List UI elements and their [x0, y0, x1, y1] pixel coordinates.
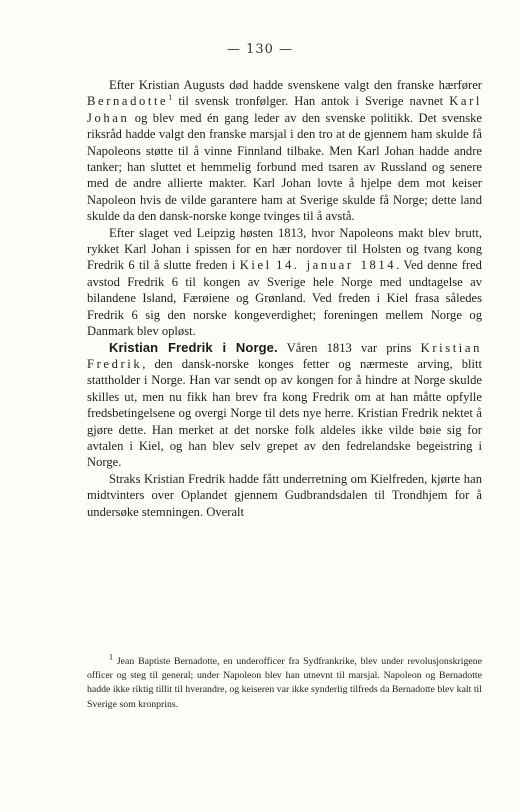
text-run: Jean Baptiste Bernadotte, en underofficer fra Sydfrankrike, blev under revolusjonskrigene officer og steg til general; under Napoleon blev han utnevnt til marsjal. Napoleon og Bernadotte hadde ikke riktig tillit til hverandre, og keiseren var ikke synderlig tilfreds da Bernadotte blev kalt til Sverige som kronprins. [87, 656, 482, 710]
paragraph-kristian-fredrik [87, 340, 482, 471]
text-run: Efter slaget ved Leipzig høsten 1813, hvor Napoleons makt blev brutt, rykket Karl Johan i spissen for en hær nordover til Holsten og tvang kong Fredrik 6 til å slutte freden i [87, 225, 482, 273]
body-text [87, 77, 482, 520]
emphasized-name: Kristian Fredrik [87, 340, 482, 371]
text-run: , den dansk-norske konges fetter og nærmeste arving, blitt stattholder i Norge. Han var sendt op av kongen for å hindre at Norge skulde skilles ut, men nu fikk han brev fra kong Fredrik om at han måtte opfylle fredsbetingelsene og overgi Norge til dets nye herre. Kristian Fredrik nektet å gjøre dette. Han merket at det norske folk aldeles ikke vilde bøie sig for avtalen i Kiel, og han blev selv grepet av den fedrelandske begeistring i Norge. [87, 356, 482, 470]
emphasized-name: Bernadotte [87, 94, 169, 109]
text-run: og blev med én gang leder av den svenske politikk. Det svenske riksråd hadde valgt den franske marsjal i den tro at de gjennem ham skulde få Napoleons støtte til å vinne Finnland tilbake. Men Karl Johan hadde andre tanker; han sluttet et hemmelig forbund med tsaren av Russland og senere med de andre allierte makter. Karl Johan lovte å hjelpe dem mot keiser Napoleon hvis de vilde garantere ham at Sverige skulde få Norge; dette land skulde da den dansk-norske konge tvinges til å avstå. [87, 110, 482, 224]
page-number: — 130 — [226, 42, 294, 57]
text-run: Våren 1813 var prins [277, 340, 421, 355]
paragraph-journey [87, 471, 482, 520]
text-run: til svensk tronfølger. Han antok i Sverige navnet [172, 94, 450, 109]
text-run: . Ved denne fred avstod Fredrik 6 til kongen av Sverige hele Norge med undtagelse av bilandene Island, Færøiene og Grønland. Ved freden i Kiel frasa således Fredrik 6 sig den norske kongeverdighet; foreningen mellem Norge og Danmark blev opløst. [87, 258, 482, 339]
emphasized-name: Karl Johan [87, 94, 482, 125]
section-heading: Kristian Fredrik i Norge. [109, 339, 278, 355]
paragraph-kiel-treaty [87, 225, 482, 340]
footnote [87, 652, 482, 712]
footnote-ref: 1 [168, 93, 173, 103]
text-run: Efter Kristian Augusts død hadde svenskene valgt den franske hærfører [109, 78, 482, 92]
paragraph-bernadotte [87, 77, 482, 225]
footnote-text [87, 652, 482, 712]
emphasized-date: 14. januar 1814 [276, 258, 397, 273]
emphasized-place: Kiel [239, 258, 272, 273]
text-run: Straks Kristian Fredrik hadde fått underretning om Kielfreden, kjørte han midtvinters over Oplandet gjennem Gudbrandsdalen til Trondhjem for å undersøke stemningen. Overalt [87, 471, 482, 519]
footnote-marker: 1 [109, 652, 113, 662]
